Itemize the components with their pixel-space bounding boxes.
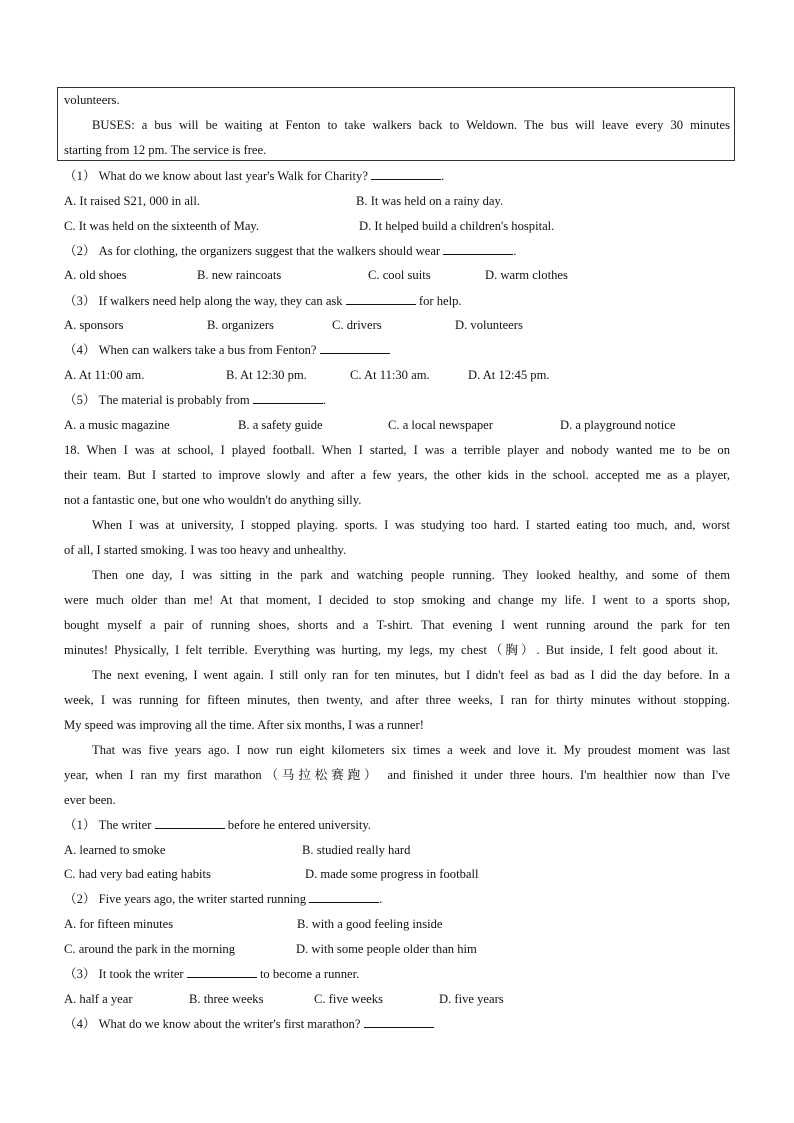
answer-blank[interactable]	[443, 243, 513, 255]
answer-blank[interactable]	[309, 891, 379, 903]
passage-18-text: not a fantastic one, but one who wouldn't do anything silly.	[64, 493, 362, 507]
question-18-1	[64, 817, 371, 833]
passage-18-text: Then one day, I was sitting in the park and watching people running. They looked healthy, and some of them	[92, 568, 730, 582]
question-text-end: .	[322, 393, 327, 407]
option-c[interactable]: C. around the park in the morning	[64, 942, 236, 956]
question-17-2	[64, 243, 516, 259]
answer-blank[interactable]	[155, 817, 225, 829]
passage-18-text: minutes! Physically, I felt terrible. Everything was hurting, my legs, my chest（胸）. But inside, I felt good about it.	[64, 643, 718, 657]
question-17-1	[64, 168, 444, 184]
question-number: （3）	[64, 294, 96, 308]
passage-18-text: year, when I ran my first marathon（马拉松赛跑） and finished it under three hours. I'm healthier now than I've	[64, 768, 730, 782]
passage-18-text: The next evening, I went again. I still only ran for ten minutes, but I didn't feel as bad as I did the day before. In a	[92, 668, 730, 682]
option-a[interactable]: A. a music magazine	[64, 418, 170, 432]
question-text: What do we know about the writer's first marathon?	[98, 1017, 361, 1031]
question-text: The writer	[98, 818, 152, 832]
question-text: As for clothing, the organizers suggest that the walkers should wear	[98, 244, 441, 258]
passage-18-text: were much older than me! At that moment, I decided to stop smoking and change my life. I went to a sports shop,	[64, 593, 730, 607]
passage-18-text: 18. When I was at school, I played football. When I started, I was a terrible player and nobody wanted me to be on	[64, 443, 730, 457]
passage-18-text: bought myself a pair of running shoes, shorts and a T-shirt. That evening I went running around the park for ten	[64, 618, 730, 632]
option-d[interactable]: D. made some progress in football	[305, 867, 479, 881]
answer-blank[interactable]	[253, 392, 323, 404]
question-text: Five years ago, the writer started running	[98, 892, 307, 906]
option-c[interactable]: C. It was held on the sixteenth of May.	[64, 219, 260, 233]
option-c[interactable]: C. drivers	[332, 318, 382, 332]
option-d[interactable]: D. with some people older than him	[296, 942, 477, 956]
question-number: （4）	[64, 1017, 96, 1031]
option-a[interactable]: A. for fifteen minutes	[64, 917, 174, 931]
question-17-4	[64, 342, 390, 358]
question-text: The material is probably from	[98, 393, 250, 407]
option-a[interactable]: A. learned to smoke	[64, 843, 166, 857]
question-number: （2）	[64, 892, 96, 906]
question-text-end: .	[379, 892, 383, 906]
option-c[interactable]: C. At 11:30 am.	[350, 368, 430, 382]
question-text-end: for help.	[418, 294, 462, 308]
answer-blank[interactable]	[364, 1016, 434, 1028]
question-18-4	[64, 1016, 434, 1032]
option-d[interactable]: D. warm clothes	[485, 268, 568, 282]
answer-blank[interactable]	[371, 168, 441, 180]
passage-18-text: My speed was improving all the time. After six months, I was a runner!	[64, 718, 424, 732]
notice-text-volunteers: volunteers.	[64, 93, 120, 107]
option-b[interactable]: B. three weeks	[189, 992, 264, 1006]
question-text: When can walkers take a bus from Fenton?	[98, 343, 317, 357]
option-a[interactable]: A. At 11:00 am.	[64, 368, 145, 382]
option-c[interactable]: C. five weeks	[314, 992, 383, 1006]
answer-blank[interactable]	[187, 966, 257, 978]
question-number: （1）	[64, 818, 96, 832]
option-a[interactable]: A. old shoes	[64, 268, 127, 282]
option-c[interactable]: C. cool suits	[368, 268, 431, 282]
question-number: （3）	[64, 967, 96, 981]
option-b[interactable]: B. It was held on a rainy day.	[356, 194, 504, 208]
option-a[interactable]: A. half a year	[64, 992, 133, 1006]
question-number: （4）	[64, 343, 96, 357]
question-18-2	[64, 891, 382, 907]
answer-blank[interactable]	[320, 342, 390, 354]
option-b[interactable]: B. organizers	[207, 318, 274, 332]
option-a[interactable]: A. It raised S21, 000 in all.	[64, 194, 201, 208]
option-c[interactable]: C. a local newspaper	[388, 418, 493, 432]
question-17-5	[64, 392, 326, 408]
option-d[interactable]: D. It helped build a children's hospital.	[359, 219, 555, 233]
option-b[interactable]: B. At 12:30 pm.	[226, 368, 307, 382]
question-18-3	[64, 966, 359, 982]
question-number: （1）	[64, 169, 96, 183]
option-d[interactable]: D. a playground notice	[560, 418, 676, 432]
question-text: It took the writer	[98, 967, 184, 981]
passage-18-text: their team. But I started to improve slowly and after a few years, the other kids in the school. accepted me as a player,	[64, 468, 730, 482]
option-b[interactable]: B. with a good feeling inside	[297, 917, 443, 931]
question-number: （5）	[64, 393, 96, 407]
option-d[interactable]: D. At 12:45 pm.	[468, 368, 550, 382]
passage-18-text: When I was at university, I stopped playing. sports. I was studying too hard. I started eating too much, and, worst	[92, 518, 730, 532]
option-b[interactable]: B. studied really hard	[302, 843, 411, 857]
notice-text-buses: BUSES: a bus will be waiting at Fenton to take walkers back to Weldown. The bus will leave every 30 minutes	[92, 118, 730, 132]
passage-18-text: week, I was running for fifteen minutes, then twenty, and after three weeks, I ran for thirty minutes without stopping.	[64, 693, 730, 707]
notice-text-buses-cont: starting from 12 pm. The service is free.	[64, 143, 267, 157]
question-text: What do we know about last year's Walk for Charity?	[98, 169, 368, 183]
passage-18-text: That was five years ago. I now run eight kilometers six times a week and love it. My proudest moment was last	[92, 743, 730, 757]
passage-18-text: ever been.	[64, 793, 116, 807]
option-d[interactable]: D. five years	[439, 992, 504, 1006]
option-b[interactable]: B. new raincoats	[197, 268, 282, 282]
question-text-end: before he entered university.	[227, 818, 372, 832]
option-a[interactable]: A. sponsors	[64, 318, 124, 332]
question-text-end: .	[441, 169, 445, 183]
question-text-end: .	[513, 244, 517, 258]
option-b[interactable]: B. a safety guide	[238, 418, 323, 432]
question-text-end: to become a runner.	[259, 967, 360, 981]
option-c[interactable]: C. had very bad eating habits	[64, 867, 211, 881]
option-d[interactable]: D. volunteers	[455, 318, 523, 332]
question-number: （2）	[64, 244, 96, 258]
question-text: If walkers need help along the way, they can ask	[98, 294, 343, 308]
question-17-3	[64, 293, 462, 309]
passage-18-text: of all, I started smoking. I was too heavy and unhealthy.	[64, 543, 347, 557]
answer-blank[interactable]	[346, 293, 416, 305]
